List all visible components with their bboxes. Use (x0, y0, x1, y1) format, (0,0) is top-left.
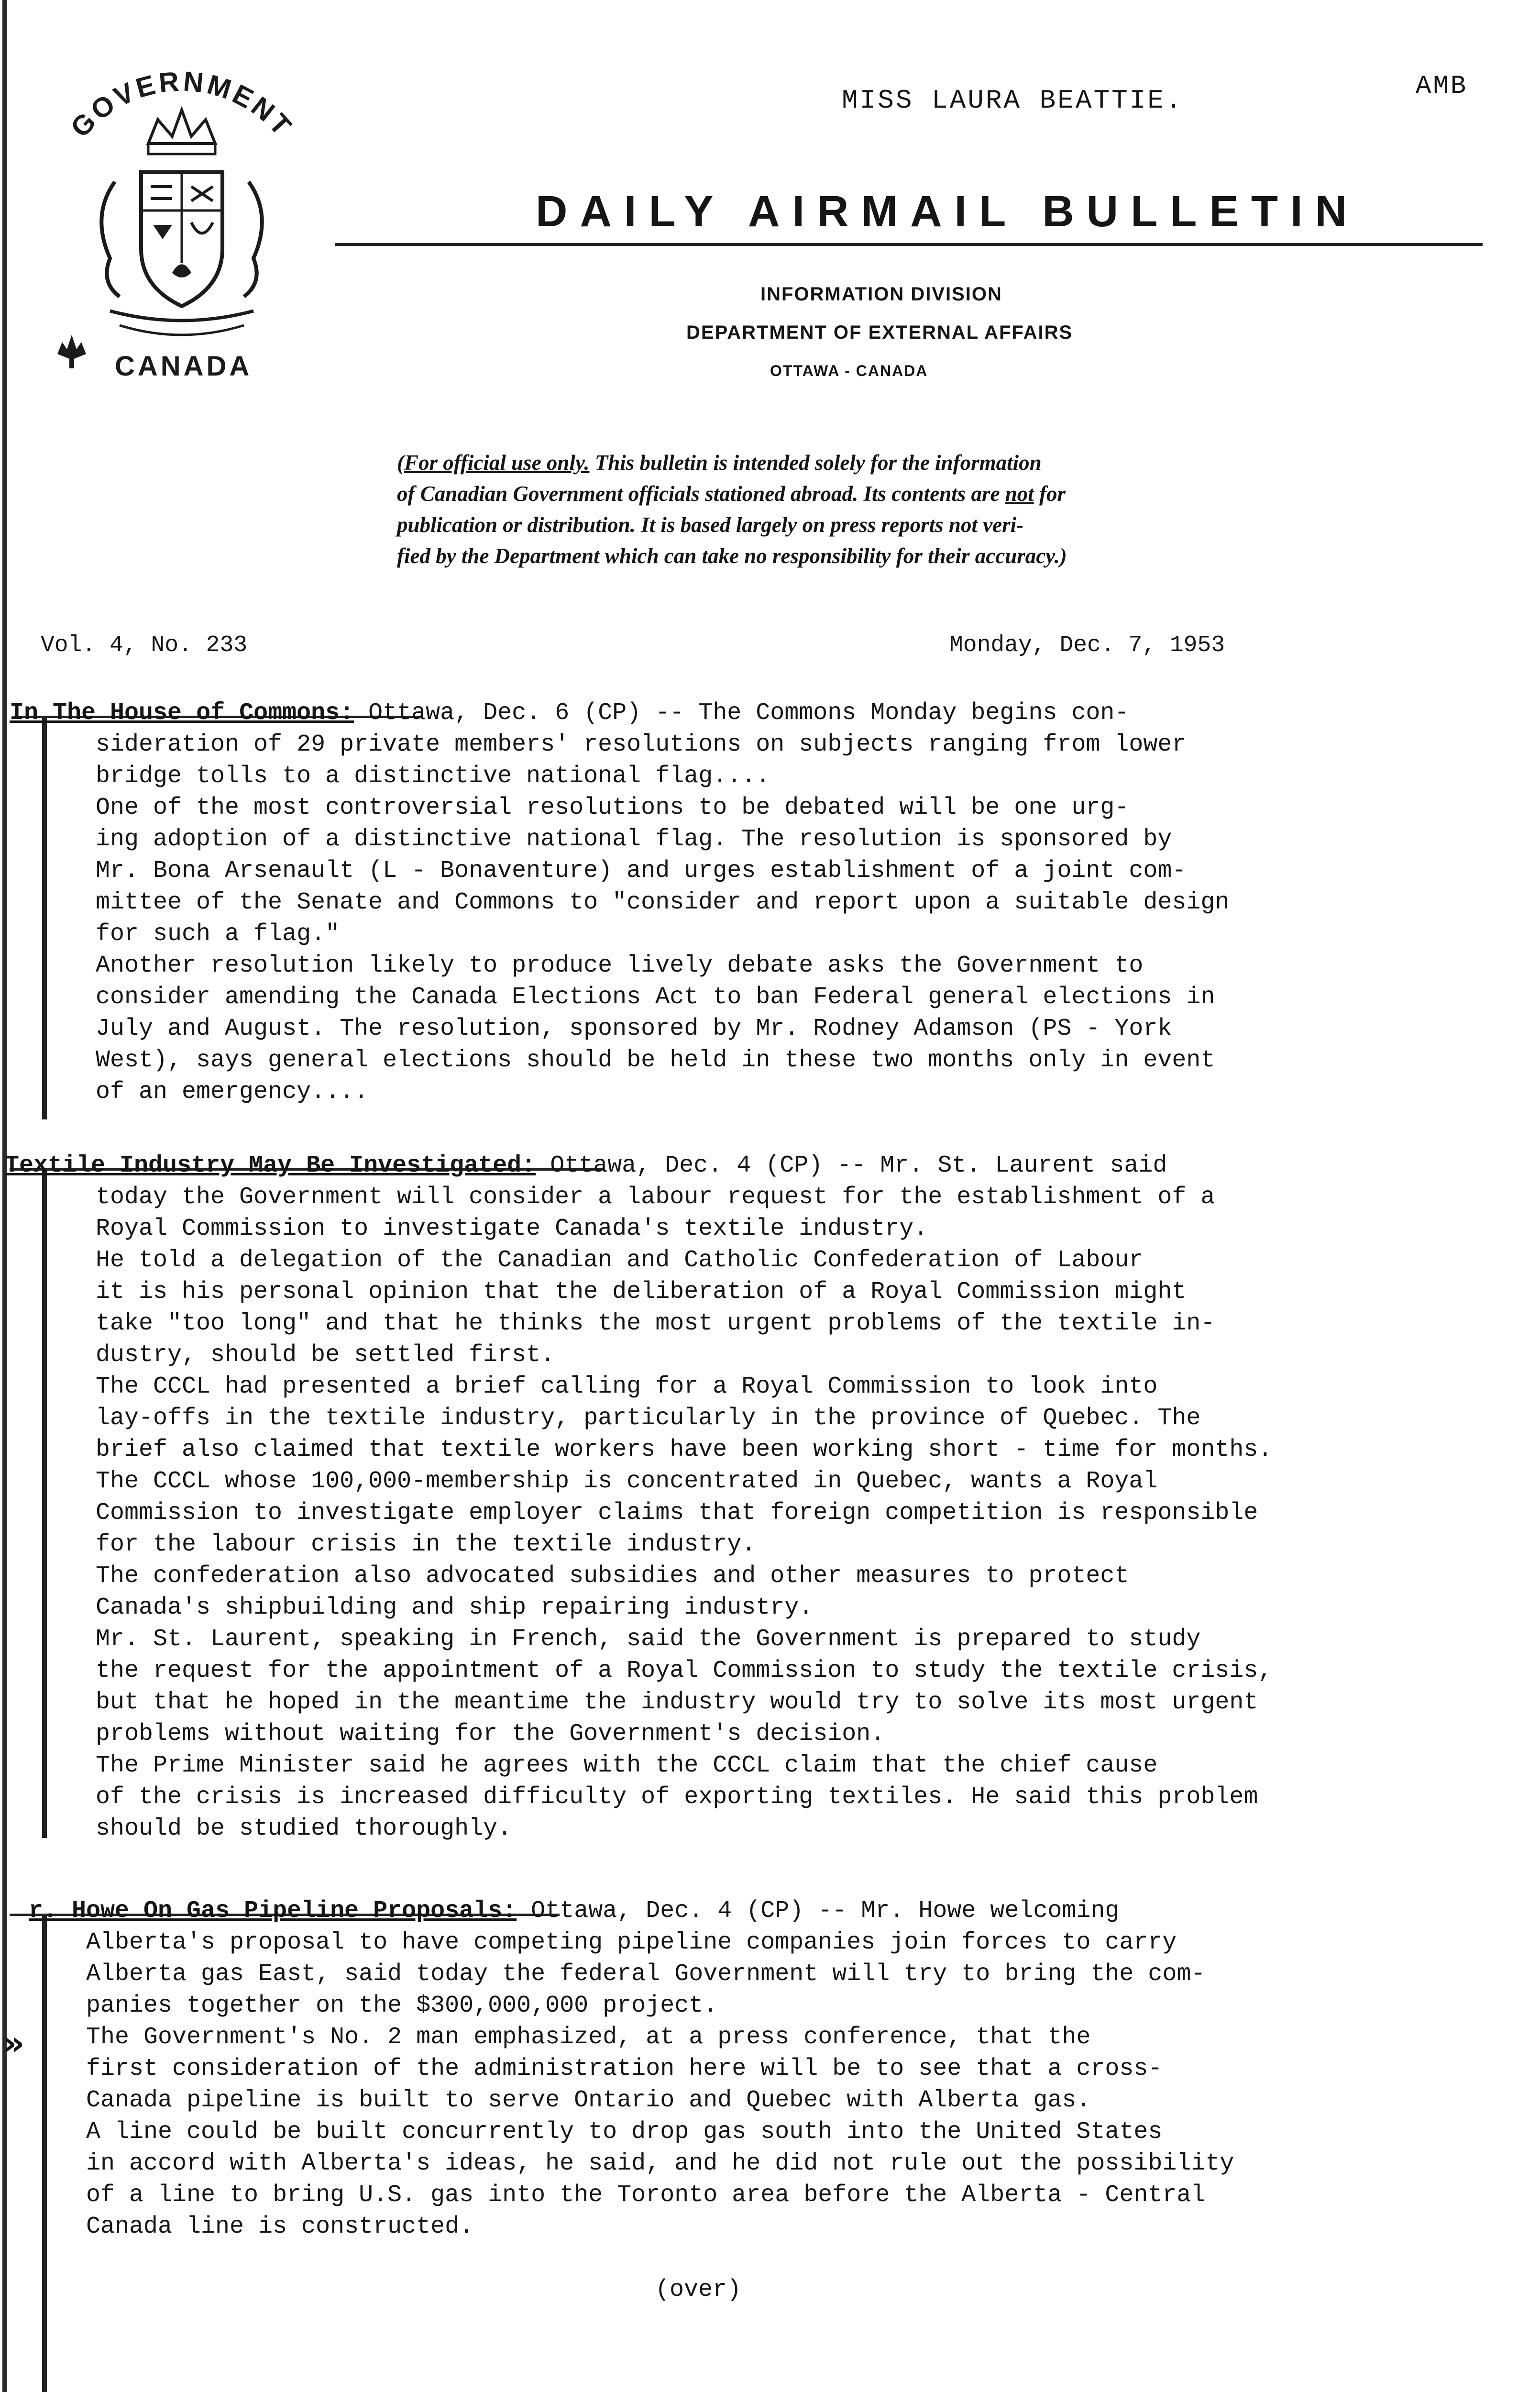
story-line: Alberta's proposal to have competing pipeline companies join forces to carry (86, 1929, 1177, 1956)
story-textile (5, 1150, 1167, 1182)
story-line: One of the most controversial resolutions to be debated will be one urg- (96, 794, 1129, 821)
story-heading: r. Howe On Gas Pipeline Proposals: (29, 1897, 517, 1925)
story-line: panies together on the $300,000,000 project. (86, 1992, 718, 2019)
disclaimer-line2: of Canadian Government officials stationed abroad. Its contents are (397, 482, 1005, 506)
story-howe-body (86, 1927, 1234, 2243)
story-commons (10, 698, 1129, 729)
issue-date: Monday, Dec. 7, 1953 (949, 632, 1225, 658)
story-line: dustry, should be settled first. (96, 1341, 555, 1369)
continued-over: (over) (655, 2276, 742, 2303)
volume-number: Vol. 4, No. 233 (41, 632, 248, 658)
story-bar-commons (42, 716, 47, 1119)
story-commons-first-line (10, 698, 1129, 729)
story-line: The CCCL had presented a brief calling for a Royal Commission to look into (96, 1373, 1158, 1400)
recipient-name: MISS LAURA BEATTIE. (842, 85, 1184, 116)
story-heading: Textile Industry May Be Investigated: (5, 1152, 536, 1179)
story-line: take "too long" and that he thinks the most urgent problems of the textile in- (96, 1310, 1215, 1337)
svg-text:CANADA: CANADA (115, 351, 253, 382)
story-line: Mr. Bona Arsenault (L - Bonaventure) and urges establishment of a joint com- (96, 857, 1187, 885)
story-line: ing adoption of a distinctive national flag. The resolution is sponsored by (96, 826, 1172, 853)
story-line: today the Government will consider a labour request for the establishment of a (96, 1184, 1215, 1211)
story-line: of a line to bring U.S. gas into the Toronto area before the Alberta - Central (86, 2182, 1206, 2209)
story-line: brief also claimed that textile workers have been working short - time for months. (96, 1436, 1273, 1463)
story-line: Commission to investigate employer claims that foreign competition is responsible (96, 1499, 1258, 1527)
story-line: problems without waiting for the Government's decision. (96, 1720, 885, 1748)
masthead-title: DAILY AIRMAIL BULLETIN (536, 187, 1360, 236)
story-line: Mr. St. Laurent, speaking in French, said the Government is prepared to study (96, 1626, 1201, 1653)
story-commons-body (96, 729, 1229, 1108)
story-bar-textile (42, 1168, 47, 1838)
story-line: Ottawa, Dec. 6 (CP) -- The Commons Monday begins con- (354, 699, 1129, 727)
disclaimer-line3: publication or distribution. It is based largely on press reports not veri- (397, 513, 1024, 537)
story-line: mittee of the Senate and Commons to "consider and report upon a suitable design (96, 889, 1230, 916)
story-bar-howe (42, 1914, 47, 2392)
story-line: of an emergency.... (96, 1078, 369, 1106)
story-line: consider amending the Canada Elections Act to ban Federal general elections in (96, 984, 1215, 1011)
disclaimer-line2-end: for (1034, 482, 1066, 506)
story-line: The Prime Minister said he agrees with the CCCL claim that the chief cause (96, 1752, 1158, 1779)
story-line: lay-offs in the textile industry, particularly in the province of Quebec. The (96, 1405, 1201, 1432)
story-line: A line could be built concurrently to drop gas south into the United States (86, 2118, 1163, 2146)
disclaimer-line4: fied by the Department which can take no responsibility for their accuracy.) (397, 544, 1067, 568)
story-howe-first-line (29, 1895, 1119, 1927)
division-line: INFORMATION DIVISION (760, 284, 1002, 305)
story-line: The CCCL whose 100,000-membership is concentrated in Quebec, wants a Royal (96, 1468, 1158, 1495)
story-line: Canada line is constructed. (86, 2213, 474, 2240)
story-line: it is his personal opinion that the deliberation of a Royal Commission might (96, 1278, 1187, 1306)
story-line: Royal Commission to investigate Canada's textile industry. (96, 1215, 928, 1242)
location-line: OTTAWA - CANADA (770, 362, 928, 379)
story-line: sideration of 29 private members' resolutions on subjects ranging from lower (96, 731, 1187, 758)
story-line: in accord with Alberta's ideas, he said, and he did not rule out the possibility (86, 2150, 1234, 2177)
story-heading: In The House of Commons: (10, 699, 354, 727)
government-seal (29, 57, 335, 392)
masthead-rule (335, 243, 1483, 246)
story-line: Canada pipeline is built to serve Ontario and Quebec with Alberta gas. (86, 2087, 1091, 2114)
disclaimer-line1: This bulletin is intended solely for the information (589, 451, 1042, 475)
story-howe (29, 1895, 1119, 1927)
story-line: of the crisis is increased difficulty of exporting textiles. He said this problem (96, 1783, 1258, 1811)
story-line: but that he hoped in the meantime the industry would try to solve its most urgent (96, 1689, 1258, 1716)
disclaimer (397, 447, 1473, 572)
story-textile-body (96, 1182, 1272, 1845)
story-line: for the labour crisis in the textile industry. (96, 1531, 756, 1558)
story-line: The Government's No. 2 man emphasized, at a press conference, that the (86, 2024, 1091, 2051)
story-line: first consideration of the administration here will be to see that a cross- (86, 2055, 1163, 2082)
story-line: He told a delegation of the Canadian and Catholic Confederation of Labour (96, 1247, 1144, 1274)
story-line: Ottawa, Dec. 4 (CP) -- Mr. St. Laurent said (536, 1152, 1167, 1179)
coat-of-arms-icon (29, 57, 335, 392)
corner-code: AMB (1416, 72, 1468, 101)
story-line: West), says general elections should be held in these two months only in event (96, 1047, 1215, 1074)
story-line: Canada's shipbuilding and ship repairing industry. (96, 1594, 814, 1621)
story-line: July and August. The resolution, sponsored by Mr. Rodney Adamson (PS - York (96, 1015, 1172, 1042)
story-textile-first-line (5, 1150, 1167, 1182)
disclaimer-official-use: (For official use only. (397, 451, 590, 475)
margin-mark: » (3, 2024, 25, 2063)
story-line: the request for the appointment of a Royal Commission to study the textile crisis, (96, 1657, 1273, 1684)
story-line: should be studied thoroughly. (96, 1815, 512, 1842)
story-line: for such a flag." (96, 920, 340, 948)
story-line: The confederation also advocated subsidies and other measures to protect (96, 1562, 1129, 1590)
story-line: Another resolution likely to produce lively debate asks the Government to (96, 952, 1144, 979)
story-line: bridge tolls to a distinctive national flag.... (96, 763, 770, 790)
department-line: DEPARTMENT OF EXTERNAL AFFAIRS (686, 322, 1073, 343)
story-line: Ottawa, Dec. 4 (CP) -- Mr. Howe welcoming (517, 1897, 1120, 1925)
svg-text:GOVERNMENT: GOVERNMENT (65, 66, 299, 144)
story-line: Alberta gas East, said today the federal Government will try to bring the com- (86, 1960, 1206, 1988)
disclaimer-not: not (1005, 482, 1034, 506)
